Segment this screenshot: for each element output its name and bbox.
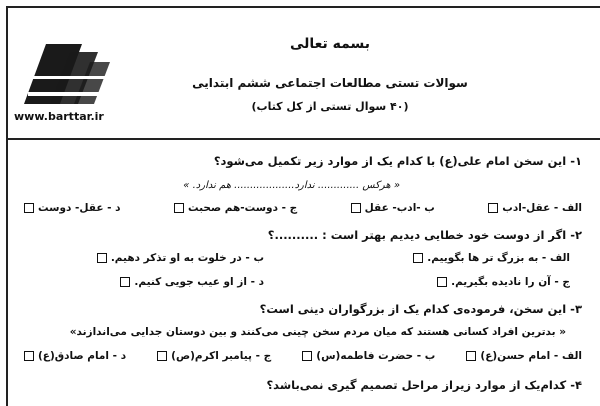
question-1-fill-blank: « هرکس ............. ندارد................... هم ندارد. » [183,180,400,191]
question-2-option-d[interactable]: د - از او عیب جویی کنیم. [120,276,264,288]
page-title: بسمه تعالی [289,36,371,52]
question-2-text: ۲- اگر از دوست خود خطایی دیدیم بهتر است : ..........؟ [267,228,582,242]
checkbox[interactable] [488,203,498,213]
checkbox[interactable] [157,351,167,361]
checkbox[interactable] [302,351,312,361]
question-3-option-d[interactable]: د - امام صادق(ع) [24,350,126,362]
barttar-logo [20,32,120,112]
checkbox[interactable] [351,203,361,213]
checkbox[interactable] [413,253,423,263]
question-3-options [24,350,582,362]
question-1-text: ۱- این سخن امام علی(ع) با کدام یک از موارد زیر تکمیل می‌شود؟ [213,154,582,168]
question-3-text: ۳- این سخن، فرموده‌ی کدام یک از بزرگواران دینی است؟ [259,302,582,316]
question-2-option-a[interactable]: الف - به بزرگ تر ها بگوییم. [413,252,570,264]
question-1-option-c[interactable]: ج - دوست-هم صحبت [174,202,297,214]
site-url[interactable]: www.barttar.ir [14,110,104,123]
question-1-option-d[interactable]: د - عقل- دوست [24,202,121,214]
question-1-options [24,202,582,214]
checkbox[interactable] [466,351,476,361]
checkbox[interactable] [24,203,34,213]
question-4-text: ۴- کدام‌یک از موارد زیراز مراحل تصمیم گیری نمی‌باشد؟ [266,378,582,392]
header-divider [8,138,600,140]
question-3-option-a[interactable]: الف - امام حسن(ع) [466,350,582,362]
question-3-option-c[interactable]: ج - پیامبر اکرم(ص) [157,350,271,362]
question-1-option-a[interactable]: الف - عقل-ادب [488,202,582,214]
question-2-option-c[interactable]: ج - آن را نادیده بگیریم. [437,276,570,288]
checkbox[interactable] [174,203,184,213]
question-2-option-b[interactable]: ب - در خلوت به او تذکر دهیم. [97,252,264,264]
checkbox[interactable] [97,253,107,263]
checkbox[interactable] [120,277,130,287]
checkbox[interactable] [24,351,34,361]
checkbox[interactable] [437,277,447,287]
question-3-option-b[interactable]: ب - حضرت فاطمه(س) [302,350,435,362]
worksheet-subtitle: سوالات تستی مطالعات اجتماعی ششم ابتدایی [192,76,468,90]
question-1-option-b[interactable]: ب -ادب- عقل [351,202,435,214]
question-count-note: (۴۰ سوال تستی از کل کتاب) [251,100,409,113]
question-3-quote: « بدترین افراد کسانی هستند که میان مردم سخن چینی می‌کنند و بین دوستان جدایی می‌اندازند» [69,326,566,338]
